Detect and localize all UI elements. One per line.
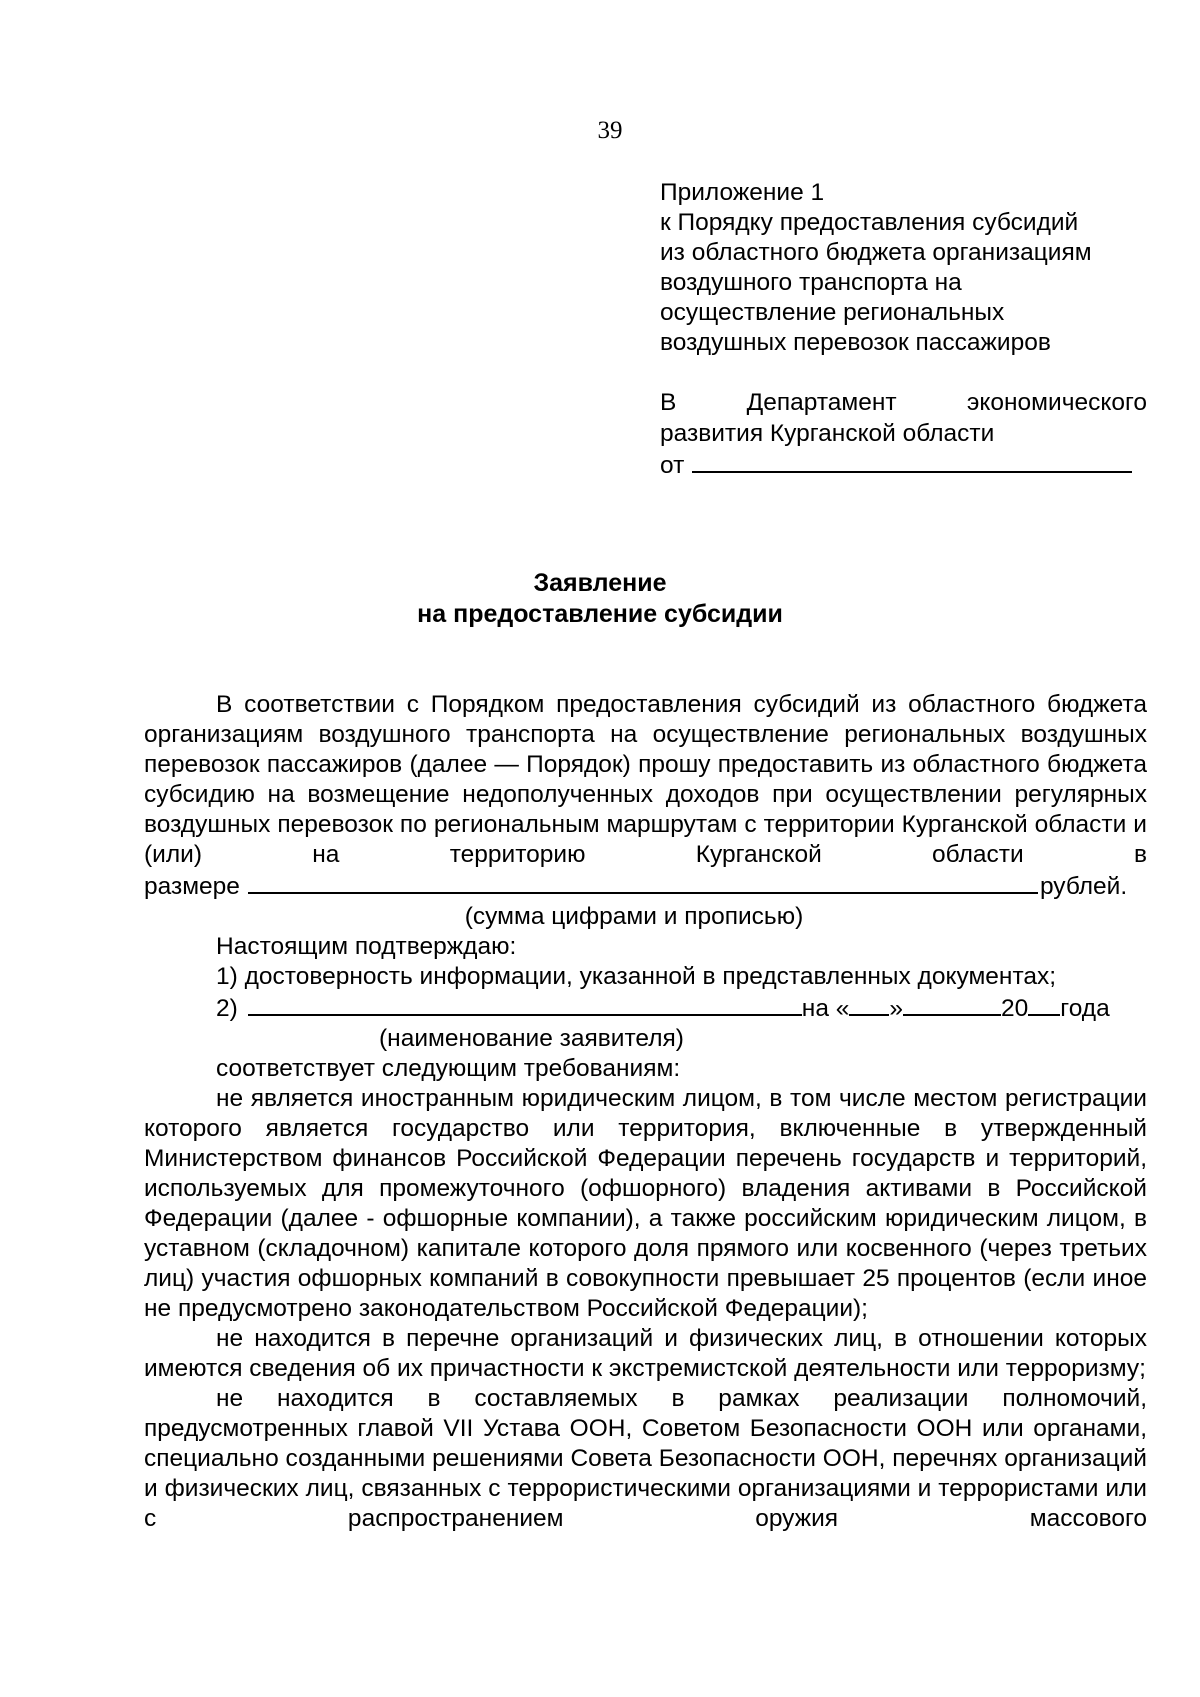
applicant-blank-field[interactable] [248, 992, 802, 1016]
month-blank-field[interactable] [903, 992, 1001, 1016]
item-1: 1) достоверность информации, указанной в представленных документах; [216, 963, 1057, 990]
addressee-line: развития Курганской области [660, 419, 995, 447]
addressee-line: В Департамент экономического [660, 389, 1147, 416]
intro-paragraph: В соответствии с Порядком предоставления субсидий из областного бюджета организациям воздушного транспорта на осуществление региональных воздушных перевозок пассажиров (далее — Порядок) прошу предоставить из областного бюджета субсидию на возмещение недополученных доходов при осуществлении регулярных воздушных перевозок по региональным маршрутам с территории Курганской области и (или) на территорию Курганской области в [144, 691, 1147, 868]
document-title [0, 568, 1200, 630]
amount-hint: (сумма цифрами и прописью) [464, 903, 804, 930]
item-2-prefix: 2) [216, 995, 238, 1022]
requirement-paragraph: не является иностранным юридическим лицом, в том числе местом регистрации которого является государство или территория, включенные в утвержденный Министерством финансов Российской Федерации перечень государств и территорий, используемых для промежуточного (офшорного) владения активами в Российской Федерации (далее - офшорные компании), а также российским юридическим лицом, в уставном (складочном) капитале которого доля прямого или косвенного (через третьих лиц) участия офшорных компаний в совокупности превышает 25 процентов (если иное не предусмотрено законодательством Российской Федерации); [144, 1085, 1147, 1322]
item-2-on: на « [801, 995, 850, 1022]
from-blank-field[interactable] [692, 449, 1132, 473]
day-blank-field[interactable] [849, 992, 889, 1016]
amount-unit: рублей. [1039, 873, 1128, 900]
annex-block [660, 178, 1150, 358]
annex-line: из областного бюджета организациям [660, 239, 1092, 266]
annex-line: осуществление региональных [660, 299, 1005, 326]
annex-line: воздушного транспорта на [660, 269, 962, 296]
amount-label: размере [144, 873, 240, 900]
title-line: Заявление [533, 569, 667, 597]
item-2-quote-close: » [889, 995, 904, 1022]
item-2-year-suffix: года [1060, 995, 1110, 1022]
confirm-line: Настоящим подтверждаю: [216, 933, 517, 960]
applicant-hint: (наименование заявителя) [379, 1025, 684, 1052]
page-number: 39 [597, 117, 623, 144]
amount-blank-field[interactable] [248, 870, 1038, 894]
annex-line: воздушных перевозок пассажиров [660, 329, 1051, 356]
from-label: от [660, 452, 685, 479]
annex-line: Приложение 1 [660, 179, 825, 206]
item-2-year-prefix: 20 [1001, 995, 1029, 1022]
amount-line [144, 870, 1147, 902]
requirement-paragraph: не находится в перечне организаций и физических лиц, в отношении которых имеются сведения об их причастности к экстремистской деятельности или терроризму; [144, 1325, 1147, 1382]
from-line [660, 449, 1147, 482]
annex-line: к Порядку предоставления субсидий [660, 209, 1079, 236]
year-blank-field[interactable] [1028, 992, 1060, 1016]
title-subline: на предоставление субсидии [417, 600, 783, 628]
item-2-line [144, 992, 1147, 1024]
addressee-block [660, 388, 1147, 482]
document-body [144, 690, 1147, 1534]
requirement-paragraph: не находится в составляемых в рамках реализации полномочий, предусмотренных главой VII Устава ООН, Советом Безопасности ООН или органами, специально созданными решениями Совета Безопасности ООН, перечнях организаций и физических лиц, связанных с террористическими организациями и террористами или с распространением оружия массового [144, 1385, 1147, 1532]
requirements-intro: соответствует следующим требованиям: [216, 1055, 681, 1082]
